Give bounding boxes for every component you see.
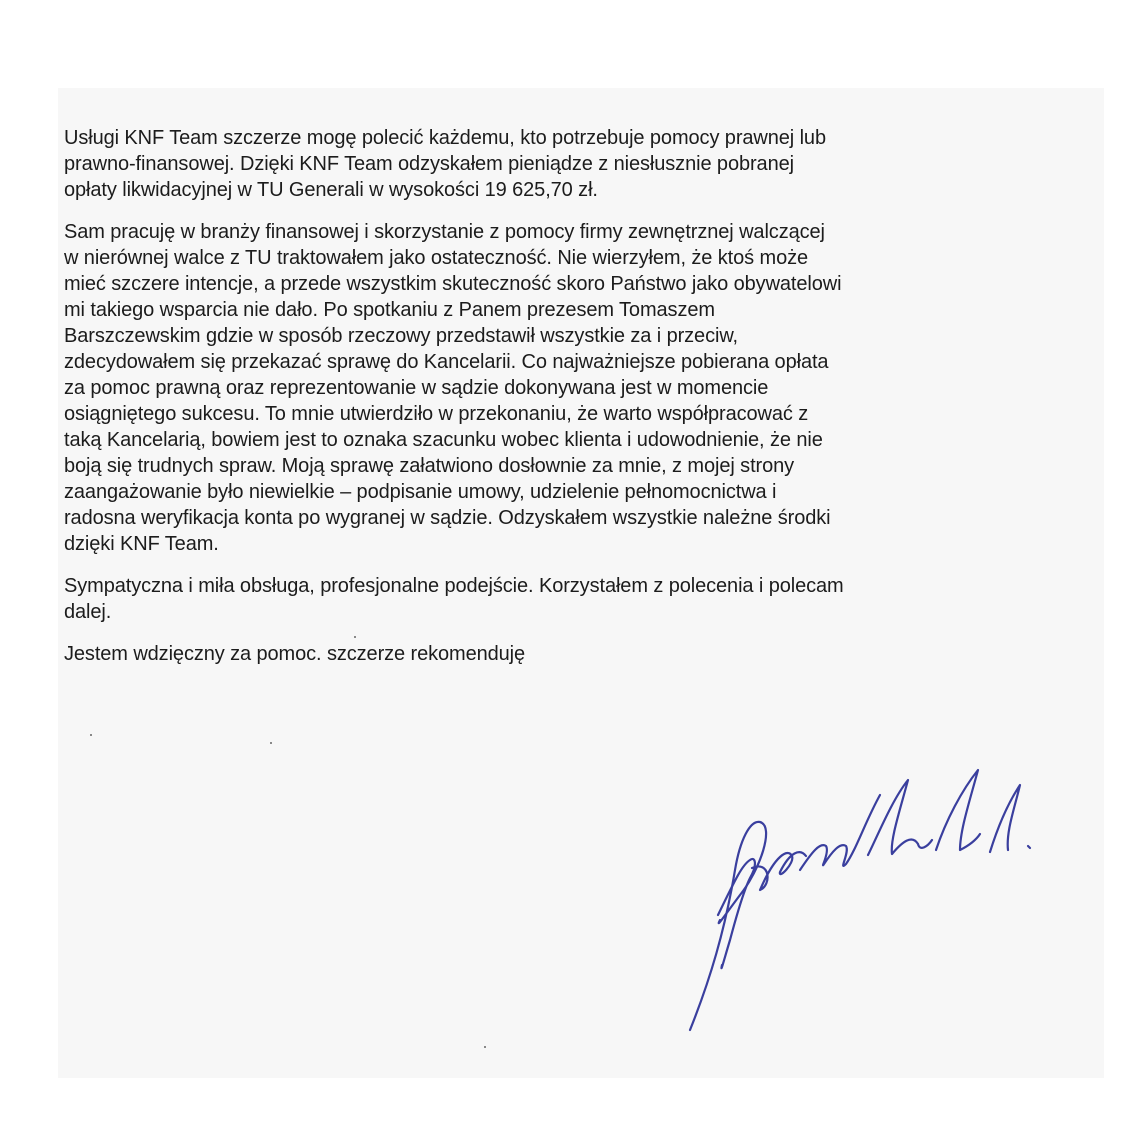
text-line: boją się trudnych spraw. Moją sprawę załatwiono dosłownie za mnie, z mojej strony: [64, 455, 795, 477]
paragraph-experience: [64, 219, 964, 557]
text-line: Sympatyczna i miła obsługa, profesjonalne podejście. Korzystałem z polecenia i polecam: [64, 575, 844, 597]
text-line: mi takiego wsparcia nie dało. Po spotkaniu z Panem prezesem Tomaszem: [64, 299, 715, 321]
scan-speck: [90, 734, 92, 736]
paragraph-closing: [64, 641, 964, 667]
text-line: Barszczewskim gdzie w sposób rzeczowy przedstawił wszystkie za i przeciw,: [64, 325, 739, 347]
signature-stroke: [1028, 846, 1030, 848]
text-line: zdecydowałem się przekazać sprawę do Kancelarii. Co najważniejsze pobierana opłata: [64, 351, 829, 373]
text-line: taką Kancelarią, bowiem jest to oznaka szacunku wobec klienta i udowodnienie, że nie: [64, 429, 823, 451]
signature-stroke: [690, 822, 766, 1030]
text-line: dzięki KNF Team.: [64, 533, 219, 555]
letter-body: [64, 125, 964, 683]
signature-stroke: [936, 770, 980, 850]
text-line: zaangażowanie było niewielkie – podpisanie umowy, udzielenie pełnomocnictwa i: [64, 481, 777, 503]
text-line: Sam pracuję w branży finansowej i skorzystanie z pomocy firmy zewnętrznej walczącej: [64, 221, 825, 243]
signature-stroke: [800, 795, 880, 870]
text-line: dalej.: [64, 601, 112, 623]
text-line: za pomoc prawną oraz reprezentowanie w sądzie dokonywana jest w momencie: [64, 377, 769, 399]
signature-stroke: [868, 780, 932, 855]
scan-speck: [354, 636, 356, 638]
text-line: prawno-finansowej. Dzięki KNF Team odzyskałem pieniądze z niesłusznie pobranej: [64, 153, 794, 175]
paragraph-intro: [64, 125, 964, 203]
paragraph-service: [64, 573, 964, 625]
signature-stroke: [990, 785, 1020, 852]
text-line: radosna weryfikacja konta po wygranej w sądzie. Odzyskałem wszystkie należne środki: [64, 507, 831, 529]
scan-speck: [484, 1046, 486, 1048]
handwritten-signature: [680, 760, 1060, 1050]
text-line: w nierównej walce z TU traktowałem jako ostateczność. Nie wierzyłem, że ktoś może: [64, 247, 809, 269]
text-line: osiągniętego sukcesu. To mnie utwierdziło w przekonaniu, że warto współpracować z: [64, 403, 809, 425]
text-line: Jestem wdzięczny za pomoc. szczerze rekomenduję: [64, 643, 526, 665]
signature-stroke: [718, 859, 755, 968]
text-line: Usługi KNF Team szczerze mogę polecić każdemu, kto potrzebuje pomocy prawnej lub: [64, 127, 826, 149]
text-line: opłaty likwidacyjnej w TU Generali w wysokości 19 625,70 zł.: [64, 179, 598, 201]
scan-speck: [270, 742, 272, 744]
text-line: mieć szczere intencje, a przede wszystkim skuteczność skoro Państwo jako obywatelowi: [64, 273, 842, 295]
